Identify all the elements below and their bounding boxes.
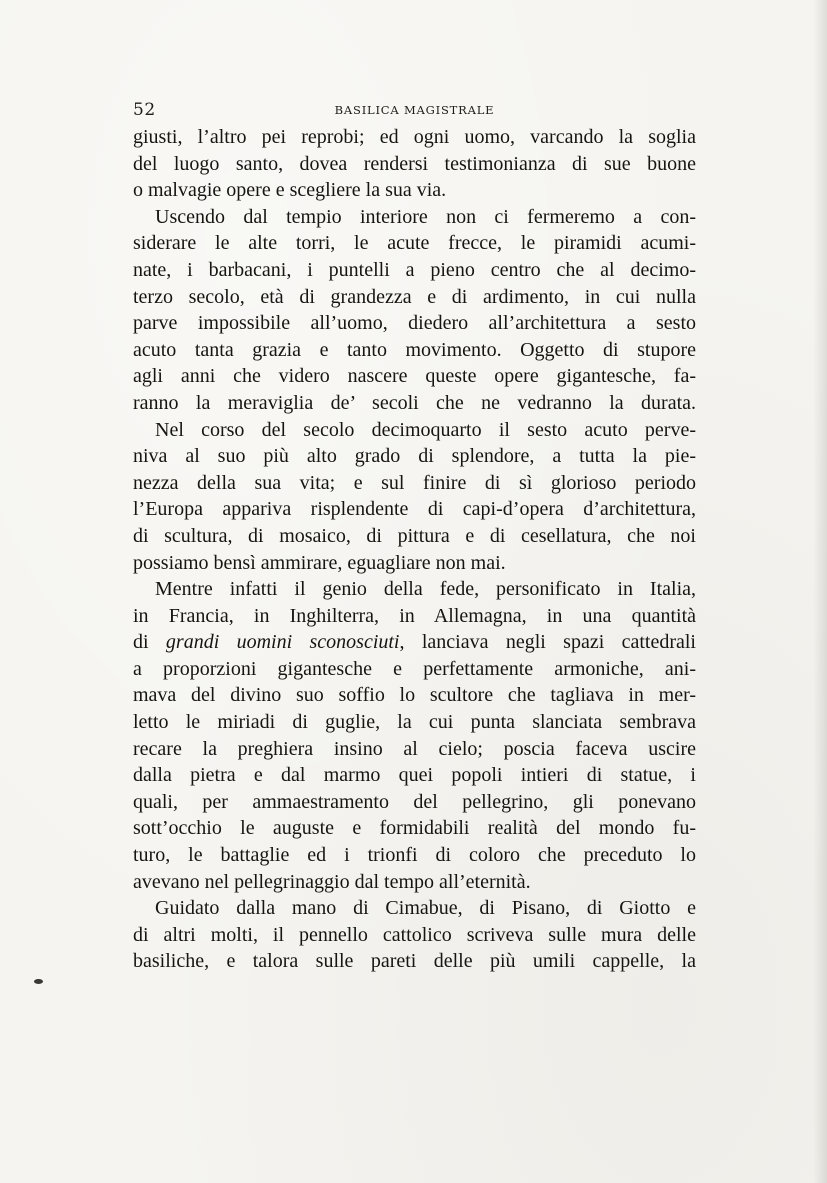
text-line: ranno la meraviglia de’ secoli che ne vedranno la durata. (133, 391, 696, 414)
text-line: turo, le battaglie ed i trionfi di coloro che preceduto lo (133, 844, 696, 867)
text-line: parve impossibile all’uomo, diedero all’architettura a sesto (133, 312, 696, 335)
text-line: giusti, l’altro pei reprobi; ed ogni uomo, varcando la soglia (133, 126, 696, 148)
text-line-with-italic (133, 629, 696, 656)
text-segment: , lanciava negli spazi cattedrali (399, 631, 696, 654)
text-line: Uscendo dal tempio interiore non ci fermeremo a con- (155, 205, 696, 228)
italic-phrase: grandi uomini sconosciuti (165, 631, 400, 654)
text-line: avevano nel pellegrinaggio dal tempo all’eternità. (133, 870, 531, 893)
text-line: nezza della sua vita; e sul finire di sì glorioso periodo (133, 471, 696, 494)
text-line: letto le miriadi di guglie, la cui punta slanciata sembrava (133, 711, 696, 734)
text-line: acuto tanta grazia e tanto movimento. Oggetto di stupore (133, 338, 696, 361)
text-line: nate, i barbacani, i puntelli a pieno centro che al decimo- (133, 258, 696, 281)
text-line: o malvagie opere e scegliere la sua via. (133, 179, 447, 202)
text-segment: di (133, 631, 166, 654)
text-line: niva al suo più alto grado di splendore, a tutta la pie- (133, 445, 696, 468)
text-line: possiamo bensì ammirare, eguagliare non mai. (133, 551, 506, 574)
text-line: mava del divino suo soffio lo scultore che tagliava in mer- (133, 684, 696, 707)
text-line: in Francia, in Inghilterra, in Allemagna, in una quantità (133, 604, 696, 627)
text-line: basiliche, e talora sulle pareti delle più umili cappelle, la (133, 950, 696, 973)
text-line: Nel corso del secolo decimoquarto il sesto acuto perve- (155, 418, 696, 441)
text-line: agli anni che videro nascere queste opere gigantesche, fa- (133, 365, 696, 388)
running-title: BASILICA MAGISTRALE (334, 103, 495, 117)
text-line: dalla pietra e dal marmo quei popoli intieri di statue, i (133, 764, 696, 787)
text-line: sott’occhio le auguste e formidabili realità del mondo fu- (133, 817, 696, 840)
text-line: quali, per ammaestramento del pellegrino, gli ponevano (133, 790, 696, 813)
text-line: Mentre infatti il genio della fede, personificato in Italia, (155, 578, 696, 601)
text-line: del luogo santo, dovea rendersi testimonianza di sue buone (133, 152, 696, 175)
text-line: terzo secolo, età di grandezza e di ardimento, in cui nulla (133, 285, 696, 308)
text-line: Guidato dalla mano di Cimabue, di Pisano, di Giotto e (155, 897, 696, 920)
text-line: di scultura, di mosaico, di pittura e di cesellatura, che noi (133, 524, 696, 547)
text-line: a proporzioni gigantesche e perfettamente armoniche, ani- (133, 657, 696, 680)
text-line: siderare le alte torri, le acute frecce, le piramidi acumi- (133, 232, 696, 255)
body-text (133, 124, 696, 975)
text-line: l’Europa appariva risplendente di capi-d’opera d’architettura, (133, 498, 696, 521)
margin-ink-mark (34, 979, 43, 984)
text-line: di altri molti, il pennello cattolico scriveva sulle mura delle (133, 923, 696, 946)
page-header (133, 100, 696, 122)
text-line: recare la preghiera insino al cielo; poscia faceva uscire (133, 737, 696, 760)
page-number: 52 (133, 100, 156, 120)
